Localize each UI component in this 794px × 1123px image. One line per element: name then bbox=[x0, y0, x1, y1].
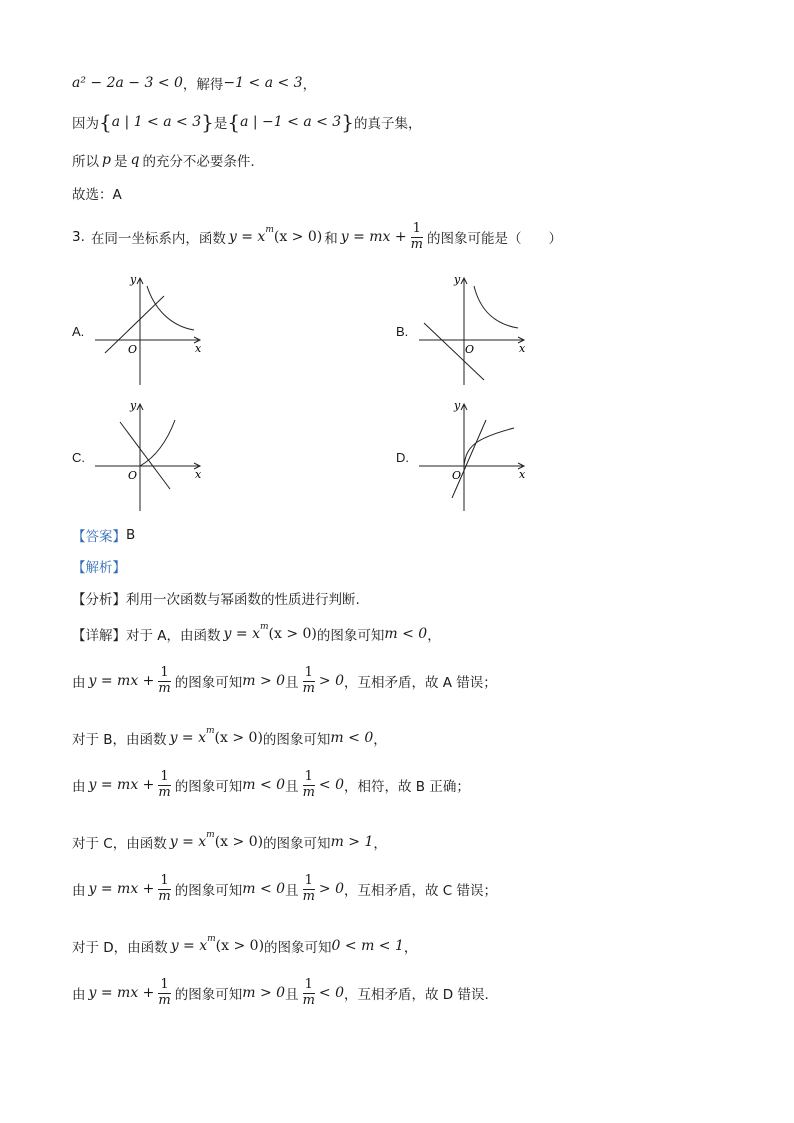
text-is: 是 bbox=[213, 116, 228, 132]
math-result: 0 < m < 1 bbox=[331, 938, 404, 954]
math-power-cond: (x > 0) bbox=[214, 834, 264, 850]
detail-end: ， bbox=[373, 732, 387, 748]
analysis-line bbox=[72, 556, 126, 576]
math-linear-func: y = mx + bbox=[88, 985, 155, 1002]
math-q: q bbox=[130, 152, 140, 168]
math-power-cond: (x > 0) bbox=[268, 626, 317, 642]
detail-pre: 对于 C，由函数 bbox=[72, 836, 167, 852]
math-fraction bbox=[301, 978, 317, 1009]
fraction-denominator: m bbox=[302, 888, 315, 904]
detail-end: ，互相矛盾，故 D 错误. bbox=[343, 987, 489, 1004]
math-fraction bbox=[156, 978, 172, 1009]
math-r2: < 0 bbox=[318, 985, 344, 1002]
math-power-cond: (x > 0) bbox=[215, 938, 265, 954]
math-p: p bbox=[102, 152, 111, 168]
answer-value: B bbox=[126, 527, 136, 543]
text-comma: ， bbox=[302, 77, 317, 93]
brace-close-icon: } bbox=[341, 110, 354, 134]
fraction-numerator: 1 bbox=[160, 873, 169, 888]
math-linear-func: y = mx + bbox=[88, 673, 155, 690]
detail-pre: 由 bbox=[72, 987, 86, 1004]
brace-open-icon: { bbox=[99, 110, 112, 134]
detail-row-c2 bbox=[72, 874, 497, 905]
detail-post: 的图象可知 bbox=[316, 628, 385, 644]
axis-label-x: x bbox=[195, 468, 202, 481]
math-power-exp: m bbox=[259, 622, 269, 632]
detail-row-d1 bbox=[72, 936, 417, 956]
answer-line bbox=[72, 525, 135, 545]
question-stem bbox=[72, 222, 562, 253]
math-r1: m < 0 bbox=[242, 881, 286, 898]
detail-pre: 由 bbox=[72, 675, 86, 692]
fraction-numerator: 1 bbox=[160, 977, 169, 992]
math-power-cond: (x > 0) bbox=[273, 229, 323, 246]
math-linear-func: y = mx + bbox=[88, 777, 155, 794]
text-condition: 的充分不必要条件. bbox=[142, 154, 255, 170]
detail-row-b1 bbox=[72, 728, 387, 748]
graph-d bbox=[414, 396, 539, 514]
question-text-a: 在同一坐标系内，函数 bbox=[90, 231, 226, 248]
text-proper-subset: 的真子集， bbox=[353, 116, 422, 132]
power-curve bbox=[140, 420, 175, 466]
axis-label-o: O bbox=[452, 469, 462, 482]
axis-label-o: O bbox=[465, 343, 475, 356]
fraction-denominator: m bbox=[410, 236, 423, 252]
math-result: m < 0 bbox=[330, 730, 374, 746]
math-power-exp: m bbox=[206, 726, 215, 736]
math-quadratic: a² − 2a − 3 < 0 bbox=[72, 75, 183, 91]
fraction-numerator: 1 bbox=[304, 977, 313, 992]
math-power-exp: m bbox=[206, 830, 215, 840]
axis-label-y: y bbox=[454, 273, 461, 286]
power-curve bbox=[464, 428, 514, 466]
detail-and: 且 bbox=[285, 779, 299, 796]
math-result: m > 1 bbox=[330, 834, 374, 850]
math-r1: m > 0 bbox=[242, 673, 286, 690]
fraction-denominator: m bbox=[302, 784, 315, 800]
detail-pre: 由 bbox=[72, 779, 86, 796]
math-fraction bbox=[156, 874, 172, 905]
fenxi-line bbox=[72, 588, 360, 608]
math-fraction bbox=[156, 666, 172, 697]
detail-and: 且 bbox=[285, 987, 299, 1004]
detail-and: 且 bbox=[285, 675, 299, 692]
graph-b bbox=[414, 270, 539, 388]
fenxi-text: 利用一次函数与幂函数的性质进行判断. bbox=[126, 592, 360, 608]
fenxi-label: 【分析】 bbox=[72, 592, 126, 608]
brace-open-icon: { bbox=[227, 110, 241, 134]
question-number: 3. bbox=[72, 229, 85, 246]
option-label-a: A. bbox=[72, 324, 85, 339]
detail-post: 的图象可知 bbox=[262, 732, 331, 748]
fraction-numerator: 1 bbox=[160, 665, 169, 680]
line-inequality bbox=[72, 73, 316, 93]
axis-label-o: O bbox=[128, 469, 138, 482]
math-solution: −1 < a < 3 bbox=[223, 75, 303, 91]
axis-label-y: y bbox=[130, 273, 137, 286]
math-power-func: y = x bbox=[223, 626, 260, 642]
axis-label-x: x bbox=[195, 342, 202, 355]
fraction-denominator: m bbox=[302, 992, 315, 1008]
line-subset bbox=[72, 110, 421, 134]
math-power-func: y = x bbox=[169, 730, 206, 746]
axis-label-x: x bbox=[519, 342, 526, 355]
fraction-denominator: m bbox=[158, 784, 171, 800]
question-and: 和 bbox=[324, 231, 338, 248]
axis-label-y: y bbox=[130, 399, 137, 412]
fraction-denominator: m bbox=[158, 888, 171, 904]
line-choice bbox=[72, 183, 122, 203]
detail-mid: 的图象可知 bbox=[174, 987, 243, 1004]
text-choice: 故选：A bbox=[72, 187, 122, 203]
math-r2: < 0 bbox=[318, 777, 344, 794]
detail-end: ，相符，故 B 正确； bbox=[343, 779, 470, 796]
option-label-b: B. bbox=[396, 324, 409, 339]
fraction-denominator: m bbox=[158, 680, 171, 696]
detail-end: ， bbox=[427, 628, 441, 644]
power-curve bbox=[474, 286, 518, 328]
graph-a bbox=[90, 270, 215, 388]
detail-row-a2 bbox=[72, 666, 497, 697]
detail-row-a1 bbox=[72, 624, 441, 644]
fraction-numerator: 1 bbox=[160, 769, 169, 784]
math-set-2: a | −1 < a < 3 bbox=[240, 114, 342, 130]
math-r2: > 0 bbox=[318, 881, 344, 898]
detail-pre: 由 bbox=[72, 883, 86, 900]
math-power-func: y = x bbox=[169, 834, 207, 850]
detail-mid: 的图象可知 bbox=[174, 675, 243, 692]
detail-end: ，互相矛盾，故 A 错误； bbox=[343, 675, 497, 692]
question-text-b: 的图象可能是（ ） bbox=[426, 231, 562, 248]
text-because: 因为 bbox=[72, 116, 99, 132]
answer-label: 【答案】 bbox=[72, 529, 126, 545]
detail-post: 的图象可知 bbox=[264, 940, 332, 956]
option-label-d: D. bbox=[396, 450, 409, 465]
fraction-numerator: 1 bbox=[412, 221, 421, 236]
math-power-exp: m bbox=[207, 934, 216, 944]
fraction-numerator: 1 bbox=[304, 873, 313, 888]
linear-curve bbox=[424, 323, 484, 380]
text-is: 是 bbox=[113, 154, 128, 170]
text-solve: ，解得 bbox=[182, 77, 224, 93]
text-so: 所以 bbox=[72, 154, 99, 170]
detail-end: ， bbox=[373, 836, 387, 852]
math-r1: m < 0 bbox=[242, 777, 286, 794]
math-power-func: y = x bbox=[228, 229, 266, 246]
math-result: m < 0 bbox=[384, 626, 428, 642]
detail-mid: 的图象可知 bbox=[174, 779, 243, 796]
detail-end: ， bbox=[403, 940, 418, 956]
fraction-denominator: m bbox=[302, 680, 315, 696]
math-power-func: y = x bbox=[170, 938, 208, 954]
detail-and: 且 bbox=[285, 883, 299, 900]
detail-row-d2 bbox=[72, 978, 489, 1009]
line-conclusion bbox=[72, 150, 255, 170]
detail-pre: 对于 B，由函数 bbox=[72, 732, 167, 748]
detail-mid: 的图象可知 bbox=[174, 883, 243, 900]
power-curve bbox=[147, 286, 194, 330]
math-power-cond: (x > 0) bbox=[214, 730, 263, 746]
math-r1: m > 0 bbox=[242, 985, 286, 1002]
math-linear-func: y = mx + bbox=[88, 881, 155, 898]
axis-label-x: x bbox=[519, 468, 526, 481]
math-linear-func: y = mx + bbox=[340, 229, 407, 246]
math-set-1: a | 1 < a < 3 bbox=[111, 114, 202, 130]
math-r2: > 0 bbox=[318, 673, 344, 690]
detail-row-c1 bbox=[72, 832, 387, 852]
math-fraction bbox=[409, 222, 425, 253]
detail-row-b2 bbox=[72, 770, 470, 801]
detail-pre: 对于 D，由函数 bbox=[72, 940, 168, 956]
fraction-numerator: 1 bbox=[304, 769, 313, 784]
axis-label-o: O bbox=[128, 343, 138, 356]
fraction-denominator: m bbox=[158, 992, 171, 1008]
math-fraction bbox=[301, 666, 317, 697]
graph-c bbox=[90, 396, 215, 514]
math-fraction bbox=[301, 770, 317, 801]
detail-pre: 对于 A，由函数 bbox=[126, 628, 221, 644]
linear-curve bbox=[452, 420, 486, 498]
fraction-numerator: 1 bbox=[304, 665, 313, 680]
math-fraction bbox=[156, 770, 172, 801]
math-fraction bbox=[301, 874, 317, 905]
option-label-c: C. bbox=[72, 450, 85, 465]
detail-label: 【详解】 bbox=[72, 628, 126, 644]
brace-close-icon: } bbox=[201, 110, 214, 134]
math-power-exp: m bbox=[265, 225, 274, 236]
detail-post: 的图象可知 bbox=[263, 836, 331, 852]
axis-label-y: y bbox=[454, 399, 461, 412]
analysis-label: 【解析】 bbox=[72, 560, 126, 576]
detail-end: ，互相矛盾，故 C 错误； bbox=[343, 883, 497, 900]
